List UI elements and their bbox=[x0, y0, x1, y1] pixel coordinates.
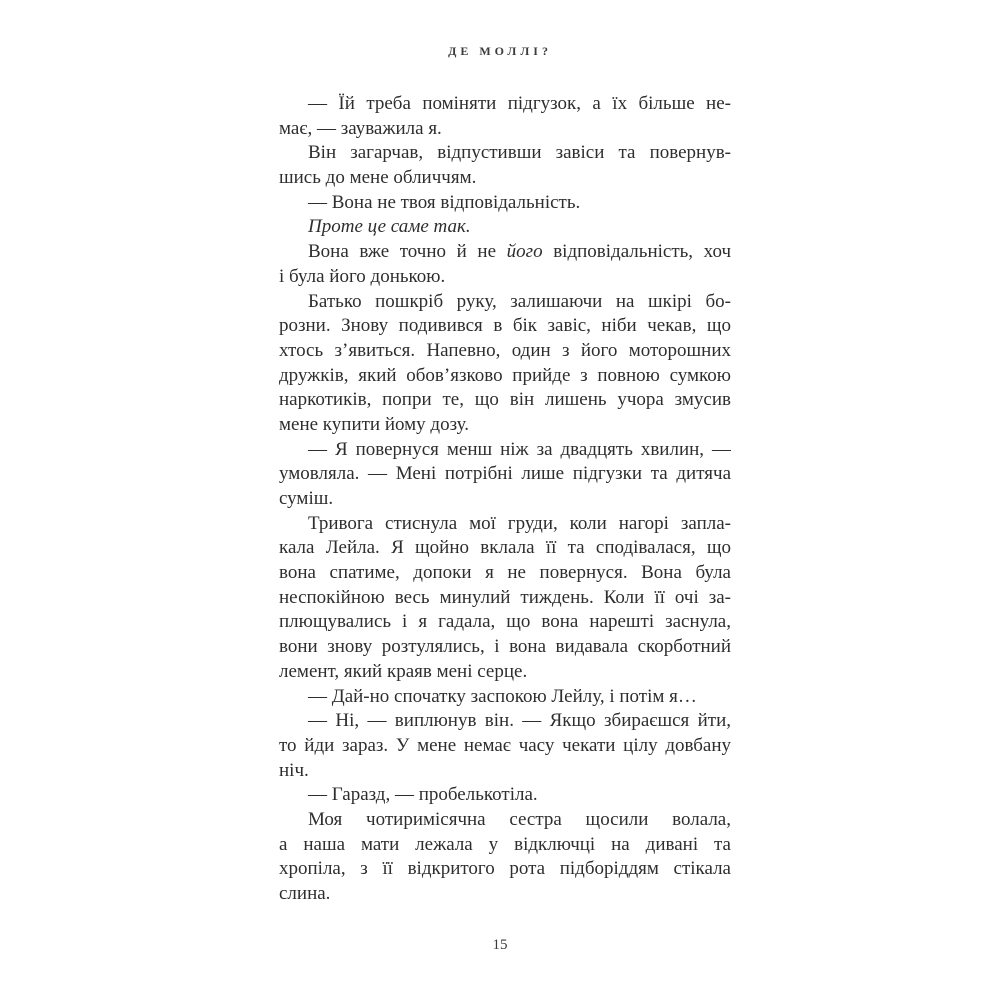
text-line: неспокійною весь минулий тиждень. Коли її очі за- bbox=[279, 586, 731, 608]
text-line: хтось з’явиться. Напевно, один з його моторошних bbox=[279, 339, 731, 361]
running-header: ДЕ МОЛЛІ? bbox=[448, 44, 552, 58]
text-line: суміш. bbox=[279, 488, 334, 509]
text-line: Моя чотиримісячна сестра щосили волала, bbox=[308, 808, 731, 830]
text-line: — Ні, — виплюнув він. — Якщо збираєшся йти, bbox=[308, 710, 731, 732]
text-line: мене купити йому дозу. bbox=[279, 413, 470, 435]
text-line: розни. Знову подивився в бік завіс, ніби чекав, що bbox=[279, 315, 731, 337]
text-line: Тривога стиснула мої груди, коли нагорі запла- bbox=[308, 512, 731, 534]
text-line: а наша мати лежала у відключці на дивані та bbox=[279, 833, 731, 855]
text-line: слина. bbox=[279, 883, 331, 904]
text-line: ніч. bbox=[279, 759, 309, 781]
text-block bbox=[279, 92, 731, 907]
text-line: шись до мене обличчям. bbox=[279, 167, 477, 189]
text-line: Батько пошкріб руку, залишаючи на шкірі бо- bbox=[308, 290, 731, 312]
text-line: — Гаразд, — пробелькотіла. bbox=[308, 784, 538, 806]
text-line: — Я повернуся менш ніж за двадцять хвилин, — bbox=[308, 438, 731, 460]
text-line: наркотиків, попри те, що він лишень учора змусив bbox=[279, 389, 731, 411]
text-line: вони знову розтулялись, і вона видавала скорботний bbox=[279, 636, 731, 658]
text-line: і була його донькою. bbox=[279, 265, 446, 287]
text-line: — Їй треба поміняти підгузок, а їх більше не- bbox=[308, 93, 731, 114]
text-line: Вона вже точно й не його відповідальність, хоч bbox=[308, 241, 731, 263]
text-line: дружків, який обов’язково прийде з повною сумкою bbox=[279, 364, 731, 386]
text-line: Він загарчав, відпустивши завіси та повернув- bbox=[308, 142, 731, 164]
text-line: Проте це саме так. bbox=[308, 216, 471, 238]
text-line: вона спатиме, допоки я не повернуся. Вона була bbox=[279, 562, 731, 584]
page-number: 15 bbox=[492, 937, 508, 953]
text-line: плющувались і я гадала, що вона нарешті заснула, bbox=[279, 611, 731, 633]
text-line: то йди зараз. У мене немає часу чекати цілу довбану bbox=[279, 734, 731, 756]
text-line: умовляла. — Мені потрібні лише підгузки та дитяча bbox=[279, 463, 731, 485]
text-line: кала Лейла. Я щойно вклала її та сподівалася, що bbox=[279, 537, 731, 559]
text-line: — Дай-но спочатку заспокою Лейлу, і потім я… bbox=[308, 685, 697, 707]
text-line: хропіла, з її відкритого рота підборіддям стікала bbox=[279, 858, 731, 880]
text-line: — Вона не твоя відповідальність. bbox=[308, 191, 581, 213]
text-line: має, — зауважила я. bbox=[279, 117, 442, 139]
text-line: лемент, який краяв мені серце. bbox=[279, 660, 528, 682]
